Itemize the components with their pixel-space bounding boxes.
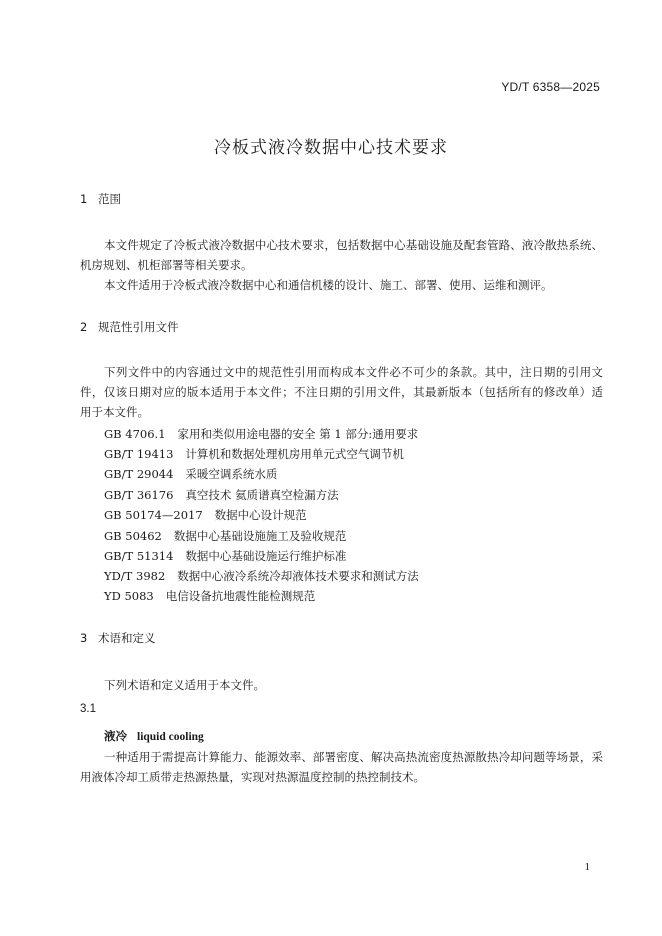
term-name-en: liquid cooling <box>137 731 204 743</box>
scope-paragraph-2: 本文件适用于冷板式液冷数据中心和通信机楼的设计、施工、部署、使用、运维和测评。 <box>104 278 553 292</box>
reference-item <box>104 487 339 503</box>
reference-item <box>104 548 346 564</box>
reference-item <box>104 588 315 604</box>
reference-code: YD 5083 <box>104 589 154 603</box>
reference-code: GB/T 19413 <box>104 447 174 461</box>
term-name-zh: 液冷 <box>104 729 127 743</box>
reference-title: 数据中心液冷系统冷却液体技术要求和测试方法 <box>177 569 419 583</box>
page-number: 1 <box>584 861 590 873</box>
document-title: 冷板式液冷数据中心技术要求 <box>214 138 448 158</box>
section-title: 术语和定义 <box>98 631 156 645</box>
section-heading-terms <box>80 630 156 646</box>
reference-code: GB 50174—2017 <box>104 508 203 522</box>
reference-code: GB/T 51314 <box>104 549 174 563</box>
reference-title: 数据中心基础设施施工及验收规范 <box>173 529 347 543</box>
scope-paragraph-1-line-2: 机房规划、机柜部署等相关要求。 <box>80 258 253 272</box>
reference-code: GB 4706.1 <box>104 427 166 441</box>
term-definition-line-2: 用液体冷却工质带走热源热量，实现对热源温度控制的热控制技术。 <box>80 770 425 784</box>
section-number: 2 <box>80 320 88 334</box>
reference-code: GB/T 36176 <box>104 488 174 502</box>
reference-title: 家用和类似用途电器的安全 第 1 部分:通用要求 <box>177 427 419 441</box>
section-number: 1 <box>80 192 88 206</box>
terms-intro: 下列术语和定义适用于本文件。 <box>104 678 265 692</box>
reference-title: 电信设备抗地震性能检测规范 <box>165 589 316 603</box>
reference-item <box>104 528 346 544</box>
reference-code: GB 50462 <box>104 529 162 543</box>
reference-item <box>104 568 419 584</box>
standard-code: YD/T 6358—2025 <box>501 80 600 94</box>
reference-title: 真空技术 氦质谱真空检漏方法 <box>185 488 339 502</box>
normative-intro-line-3: 用于本文件。 <box>80 405 149 419</box>
term-name <box>104 728 204 744</box>
section-heading-scope <box>80 191 121 207</box>
reference-title: 数据中心设计规范 <box>214 508 307 522</box>
reference-title: 计算机和数据处理机房用单元式空气调节机 <box>185 447 404 461</box>
reference-item <box>104 446 404 462</box>
reference-code: GB/T 29044 <box>104 467 174 481</box>
reference-item <box>104 507 307 523</box>
reference-title: 采暖空调系统水质 <box>185 467 278 481</box>
reference-title: 数据中心基础设施运行维护标准 <box>185 549 347 563</box>
section-title: 范围 <box>98 192 121 206</box>
scope-paragraph-1-line-1: 本文件规定了冷板式液冷数据中心技术要求，包括数据中心基础设施及配套管路、液冷散热系统、 <box>104 238 603 252</box>
reference-item <box>104 466 277 482</box>
section-title: 规范性引用文件 <box>98 320 179 334</box>
normative-intro-line-1: 下列文件中的内容通过文中的规范性引用而构成本文件必不可少的条款。其中，注日期的引用文 <box>104 365 603 379</box>
term-definition-line-1: 一种适用于需提高计算能力、能源效率、部署密度、解决高热流密度热源散热冷却问题等场景，采 <box>104 750 603 764</box>
reference-code: YD/T 3982 <box>104 569 166 583</box>
section-heading-normative <box>80 319 179 335</box>
term-number: 3.1 <box>80 703 96 715</box>
reference-item <box>104 426 418 442</box>
normative-intro-line-2: 件，仅该日期对应的版本适用于本文件；不注日期的引用文件，其最新版本（包括所有的修改单）适 <box>80 385 603 399</box>
section-number: 3 <box>80 631 88 645</box>
